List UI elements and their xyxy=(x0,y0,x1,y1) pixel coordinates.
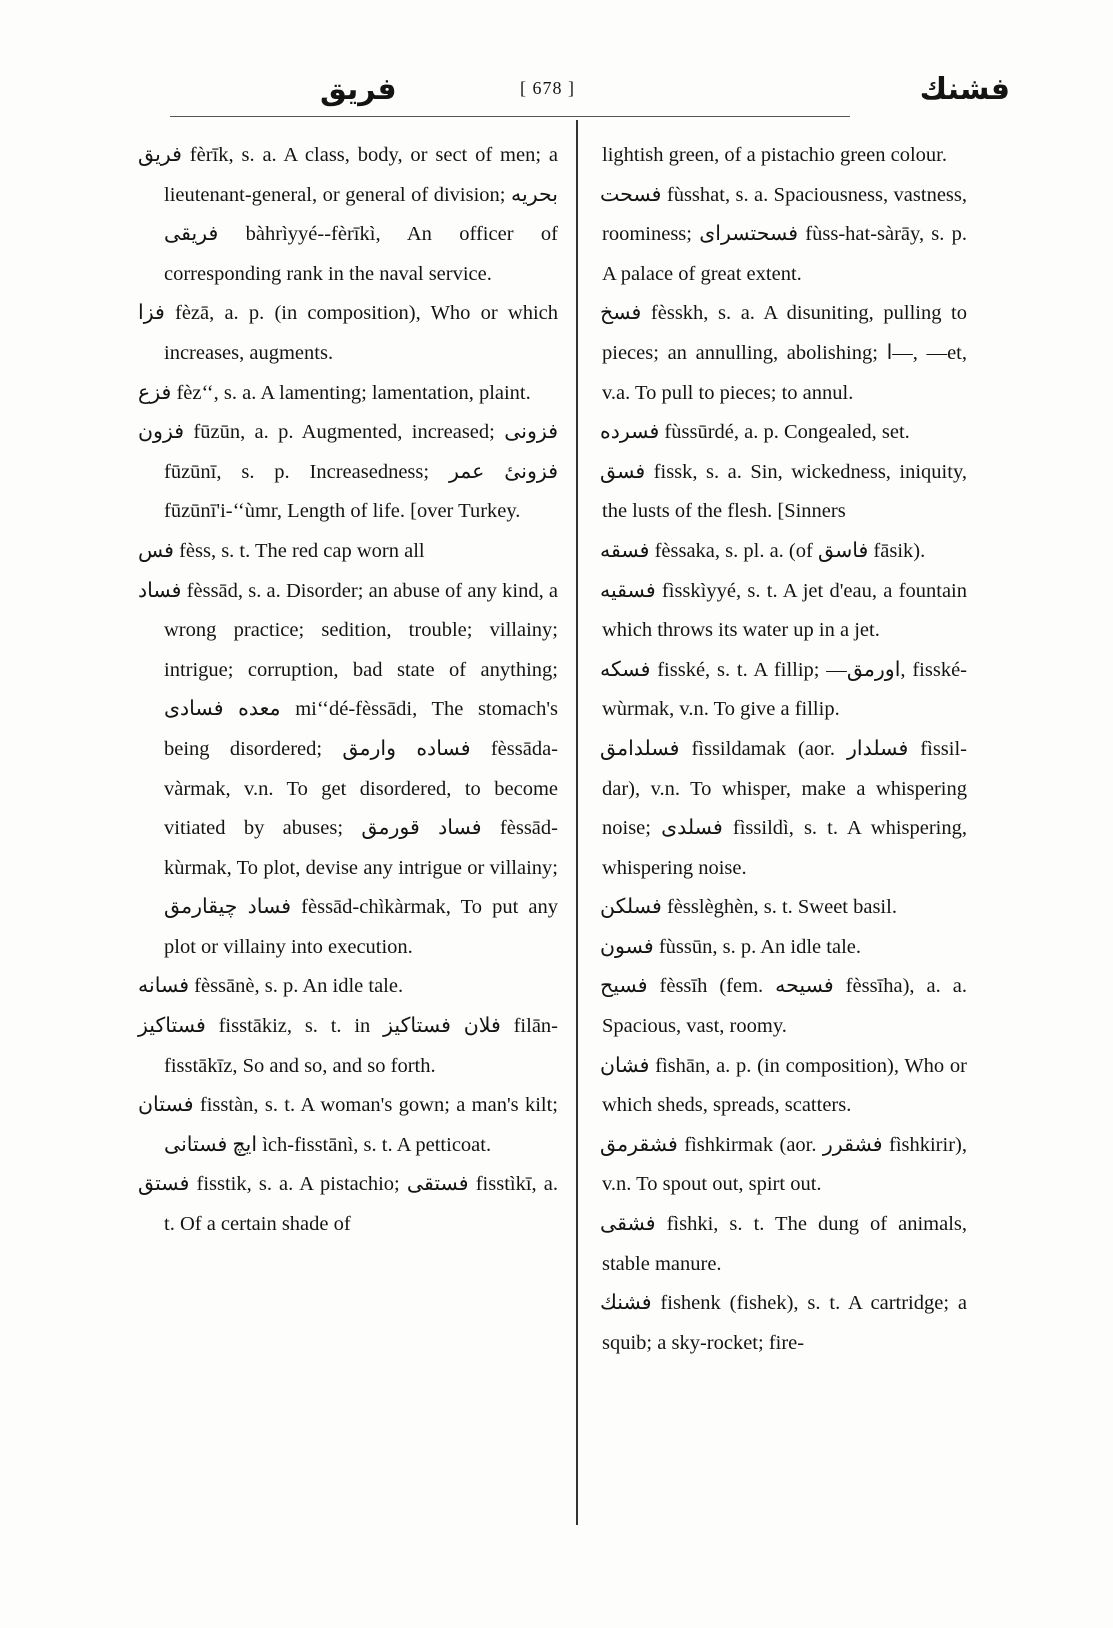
left-column xyxy=(138,136,558,1245)
right-column xyxy=(582,136,967,1363)
dictionary-entry: فسقيه fìsskìyyé, s. t. A jet d'eau, a fountain which throws its water up in a jet. xyxy=(600,579,967,642)
right-running-headword: فشنك xyxy=(919,72,1010,107)
dictionary-entry-continuation: lightish green, of a pistachio green colour. xyxy=(602,144,947,166)
dictionary-entry: فساد fèssād, s. a. Disorder; an abuse of any kind, a wrong practice; sedition, trouble; villainy; intrigue; corruption, bad state of anything; معده فسادى mi‘‘dé-fèssādi, The stomach's being disordered; فساده وارمق fèssāda-vàrmak, v.n. To get disordered, to become vitiated by abuses; فساد قورمق fèssād-kùrmak, To plot, devise any intrigue or villainy; فساد چيقارمق fèssād-chìkàrmak, To put any plot or villainy into execution. xyxy=(138,579,559,958)
dictionary-entry: فس fèss, s. t. The red cap worn all xyxy=(138,539,425,562)
dictionary-entry: فسقه fèssaka, s. pl. a. (of فاسق fāsik). xyxy=(600,539,926,562)
page-number: [ 678 ] xyxy=(520,78,575,98)
dictionary-entry: فسون fùssūn, s. p. An idle tale. xyxy=(600,935,861,958)
dictionary-entry: فسلكن fèsslèghèn, s. t. Sweet basil. xyxy=(600,896,897,919)
dictionary-entry: فزون fūzūn, a. p. Augmented, increased; فزونى fūzūnī, s. p. Increasedness; فزونىٔ عمر fūzūnī'i-‘‘ùmr, Length of life. [over Turkey. xyxy=(138,421,558,523)
dictionary-entry: فسق fissk, s. a. Sin, wickedness, iniquity, the lusts of the flesh. [Sinners xyxy=(600,460,967,523)
dictionary-entry: فشقى fìshki, s. t. The dung of animals, stable manure. xyxy=(600,1213,967,1275)
dictionary-entry: فزا fèzā, a. p. (in composition), Who or which increases, augments. xyxy=(138,302,558,364)
dictionary-entry: فسرده fùssūrdé, a. p. Congealed, set. xyxy=(600,421,910,444)
dictionary-entry: فسانه fèssānè, s. p. An idle tale. xyxy=(138,975,404,998)
dictionary-entry: فسلدامق fìssildamak (aor. فسلدار fìssil-dar), v.n. To whisper, make a whispering noise; فسلدى fìssildì, s. t. A whispering, whispering noise. xyxy=(600,737,967,879)
left-running-headword: فريق xyxy=(320,72,397,107)
dictionary-entry: فشان fìshān, a. p. (in composition), Who or which sheds, spreads, scatters. xyxy=(600,1054,967,1117)
dictionary-entry: فستان fisstàn, s. t. A woman's gown; a man's kilt; ايچ فستانى ìch-fisstānì, s. t. A petticoat. xyxy=(138,1094,558,1156)
dictionary-entry: فشقرمق fìshkirmak (aor. فشقرر fìshkirir), v.n. To spout out, spirt out. xyxy=(600,1133,967,1196)
dictionary-entry: فزع fèz‘‘, s. a. A lamenting; lamentation, plaint. xyxy=(138,381,531,404)
dictionary-entry: فشنك fishenk (fishek), s. t. A cartridge; a squib; a sky-rocket; fire- xyxy=(600,1292,967,1354)
header-rule xyxy=(170,116,850,117)
dictionary-entry: فستاكيز fisstākiz, s. t. in فلان فستاكيز filān-fisstākīz, So and so, and so forth. xyxy=(138,1015,558,1077)
dictionary-entry: فسكه fisské, s. t. A fillip; —اورمق, fisské-wùrmak, v.n. To give a fillip. xyxy=(600,658,967,721)
dictionary-entry: فسيح fèssīh (fem. فسيحه fèssīha), a. a. Spacious, vast, roomy. xyxy=(600,975,967,1038)
page-header xyxy=(160,70,1020,110)
dictionary-entry: فستق fisstik, s. a. A pistachio; فستقى fisstìkī, a. t. Of a certain shade of xyxy=(138,1173,558,1236)
dictionary-entry: فسخ fèsskh, s. a. A disuniting, pulling to pieces; an annulling, abolishing; ا—, —et, v.a. To pull to pieces; to annul. xyxy=(600,302,967,404)
dictionary-entry: فريق fèrīk, s. a. A class, body, or sect of men; a lieutenant-general, or general of division; بحريه فريقى bàhrìyyé--fèrīkì, An officer of corresponding rank in the naval service. xyxy=(138,144,558,285)
dictionary-entry: فسحت fùsshat, s. a. Spaciousness, vastness, roominess; فسحتسراى fùss-hat-sàrāy, s. p. A palace of great extent. xyxy=(600,183,967,285)
column-divider xyxy=(576,120,578,1525)
